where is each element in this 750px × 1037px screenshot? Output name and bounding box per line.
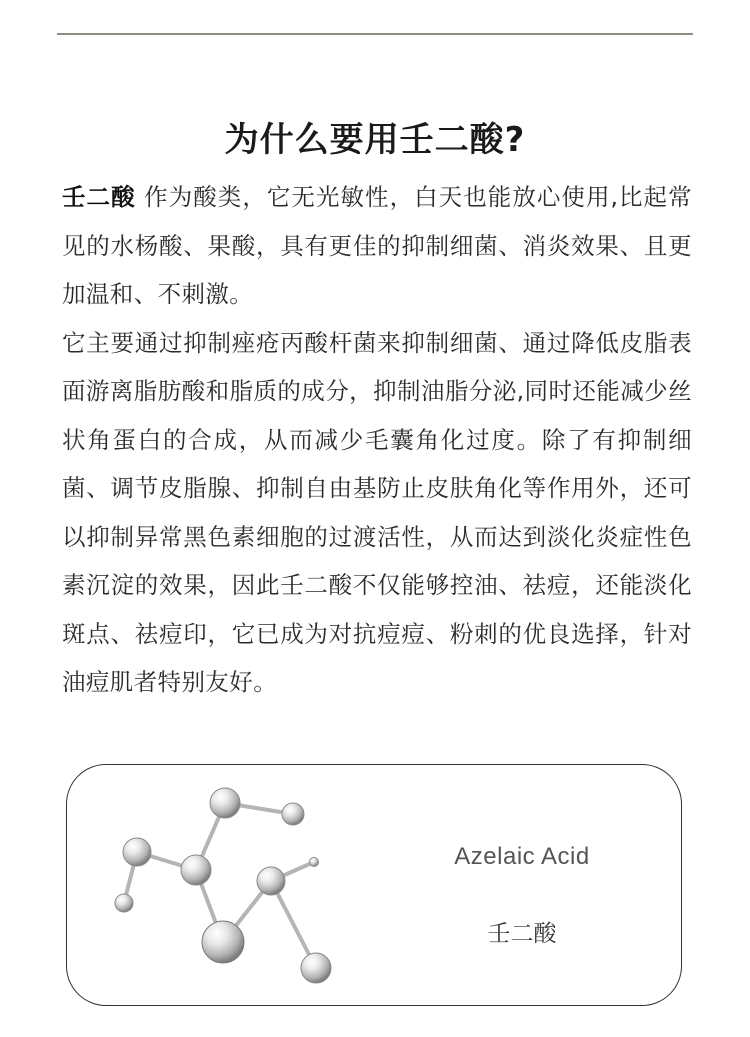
lead-term: 壬二酸 [62,183,136,211]
ingredient-name-english: Azelaic Acid [454,843,590,870]
molecule-atoms [115,788,331,983]
molecule-model-icon [67,765,387,1005]
paragraph-intro-text: 作为酸类，它无光敏性，白天也能放心使用,比起常见的水杨酸、果酸，具有更佳的抑制细菌、消炎效果、且更加温和、不刺激。 [62,183,692,308]
paragraph-intro [62,173,692,319]
ingredient-card [66,764,682,1006]
top-divider [57,33,693,35]
ingredient-name-chinese: 壬二酸 [487,921,557,947]
paragraph-mechanism: 它主要通过抑制痤疮丙酸杆菌来抑制细菌、通过降低皮脂表面游离脂肪酸和脂质的成分，抑制油脂分泌,同时还能减少丝状角蛋白的合成，从而减少毛囊角化过度。除了有抑制细菌、调节皮脂腺、抑制自由基防止皮肤角化等作用外，还可以抑制异常黑色素细胞的过渡活性，从而达到淡化炎症性色素沉淀的效果，因此壬二酸不仅能够控油、祛痘，还能淡化斑点、祛痘印，它已成为对抗痘痘、粉刺的优良选择，针对油痘肌者特别友好。 [62,328,692,696]
page-title: 为什么要用壬二酸? [224,119,526,160]
article-body [62,173,692,707]
